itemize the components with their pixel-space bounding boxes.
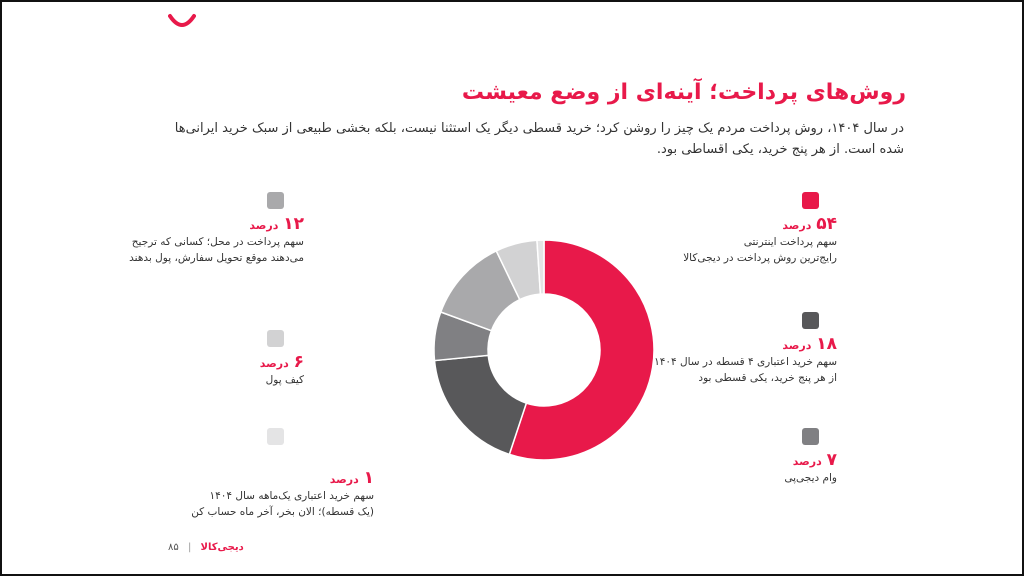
- legend-percent: ۱۲ درصد: [249, 214, 304, 234]
- footer-brand: دیجی‌کالا: [200, 542, 244, 553]
- footer-separator: |: [187, 542, 192, 553]
- legend-percent: ۷ درصد: [792, 450, 837, 470]
- page-title: روش‌های پرداخت؛ آینه‌ای از وضع معیشت: [461, 80, 906, 105]
- legend-item-digipay-loan: [607, 450, 837, 486]
- legend-desc-line: از هر پنج خرید، یکی قسطی بود: [698, 372, 837, 384]
- legend-swatch-credit-4: [802, 312, 819, 329]
- legend-percent: ۱۸ درصد: [782, 334, 837, 354]
- legend-item-credit-1-month: [144, 468, 374, 520]
- legend-item-cash-on-delivery: [74, 214, 304, 266]
- legend-desc-line: رایج‌ترین روش پرداخت در دیجی‌کالا: [683, 252, 837, 264]
- legend-swatch-cash-on-delivery: [267, 192, 284, 209]
- legend-item-online-payment: [607, 214, 837, 266]
- legend-desc-line: (یک قسطه)؛ الان بخر، آخر ماه حساب کن: [191, 506, 374, 518]
- footer: [168, 542, 244, 553]
- intro-paragraph: در سال ۱۴۰۴، روش پرداخت مردم یک چیز را روشن کرد؛ خرید قسطی دیگر یک استثنا نیست، بلکه بخشی طبیعی از سبک خرید ایرانی‌ها شده است. از هر پنج خرید، یکی اقساطی بود.: [174, 121, 904, 157]
- legend-desc-line: می‌دهند موقع تحویل سفارش، پول بدهند: [129, 252, 304, 264]
- legend-desc-line: سهم خرید اعتباری یک‌ماهه سال ۱۴۰۴: [209, 490, 374, 502]
- legend-swatch-online: [802, 192, 819, 209]
- legend-swatch-wallet: [267, 330, 284, 347]
- legend-percent: ۵۴ درصد: [782, 214, 837, 234]
- legend-item-wallet: [74, 352, 304, 388]
- legend-swatch-credit-1: [267, 428, 284, 445]
- legend-desc-line: کیف پول: [265, 374, 304, 386]
- legend-desc-line: وام دیجی‌پی: [784, 472, 837, 484]
- legend-desc-line: سهم پرداخت در محل؛ کسانی که ترجیح: [131, 236, 304, 248]
- legend-percent: ۱ درصد: [329, 468, 374, 488]
- legend-swatch-digipay-loan: [802, 428, 819, 445]
- legend-desc-line: سهم خرید اعتباری ۴ قسطه در سال ۱۴۰۴: [654, 356, 837, 368]
- donut-slice-1: [435, 355, 527, 454]
- legend-percent: ۶ درصد: [259, 352, 304, 372]
- legend-item-credit-4-installments: [607, 334, 837, 386]
- digikala-smile-logo: [168, 12, 196, 32]
- page-number: ۸۵: [168, 542, 179, 553]
- legend-desc-line: سهم پرداخت اینترنتی: [743, 236, 837, 248]
